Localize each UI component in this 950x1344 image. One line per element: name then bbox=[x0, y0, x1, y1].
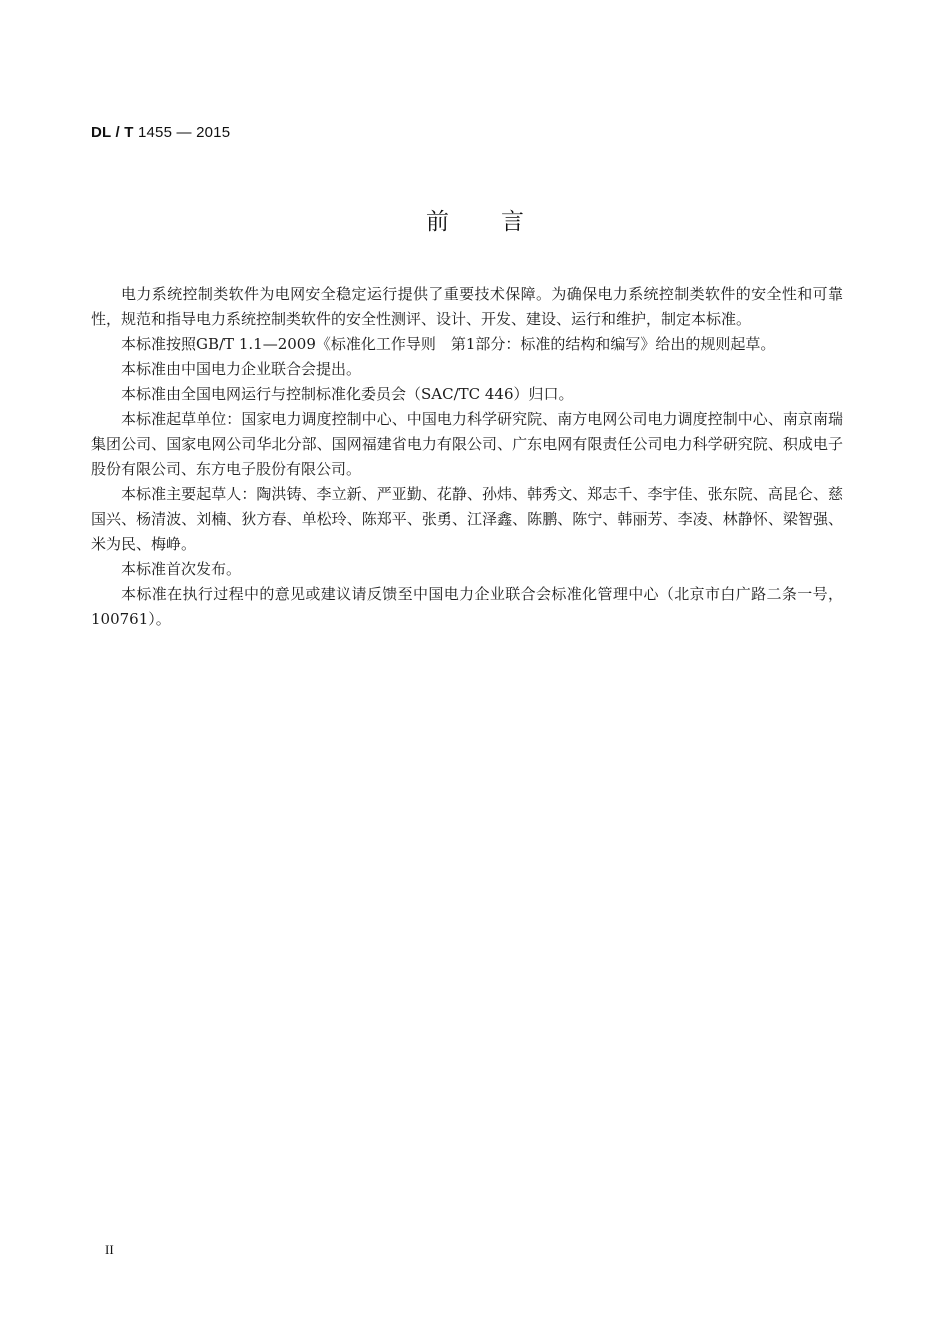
paragraph-proposer: 本标准由中国电力企业联合会提出。 bbox=[121, 360, 362, 378]
paragraph-administrator: 本标准由全国电网运行与控制标准化委员会（SAC/TC 446）归口。 bbox=[121, 385, 574, 403]
standard-code bbox=[91, 124, 230, 141]
paragraph-first-release: 本标准首次发布。 bbox=[121, 560, 242, 578]
standard-code-prefix: DL / T bbox=[91, 124, 134, 141]
paragraph-drafters: 本标准主要起草人：陶洪铸、李立新、严亚勤、花静、孙炜、韩秀文、郑志千、李宇佳、张东院、高昆仑、慈国兴、杨清波、刘楠、狄方春、单松玲、陈郑平、张勇、江泽鑫、陈鹏、陈宁、韩丽芳、李凌、林静怀、梁智强、米为民、梅峥。 bbox=[91, 485, 843, 553]
standard-code-number: 1455 — 2015 bbox=[137, 124, 231, 141]
paragraph-drafting-rules: 本标准按照GB/T 1.1—2009《标准化工作导则 第1部分：标准的结构和编写》给出的规则起草。 bbox=[121, 335, 776, 353]
foreword-body bbox=[91, 282, 843, 632]
page-title: 前言 bbox=[426, 209, 576, 235]
page-number: II bbox=[105, 1242, 114, 1257]
paragraph-purpose: 电力系统控制类软件为电网安全稳定运行提供了重要技术保障。为确保电力系统控制类软件的安全性和可靠性，规范和指导电力系统控制类软件的安全性测评、设计、开发、建设、运行和维护，制定本标准。 bbox=[91, 285, 843, 328]
paragraph-drafting-units: 本标准起草单位：国家电力调度控制中心、中国电力科学研究院、南方电网公司电力调度控制中心、南京南瑞集团公司、国家电网公司华北分部、国网福建省电力有限公司、广东电网有限责任公司电力科学研究院、积成电子股份有限公司、东方电子股份有限公司。 bbox=[91, 410, 843, 478]
paragraph-feedback: 本标准在执行过程中的意见或建议请反馈至中国电力企业联合会标准化管理中心（北京市白广路二条一号，100761）。 bbox=[91, 585, 843, 628]
